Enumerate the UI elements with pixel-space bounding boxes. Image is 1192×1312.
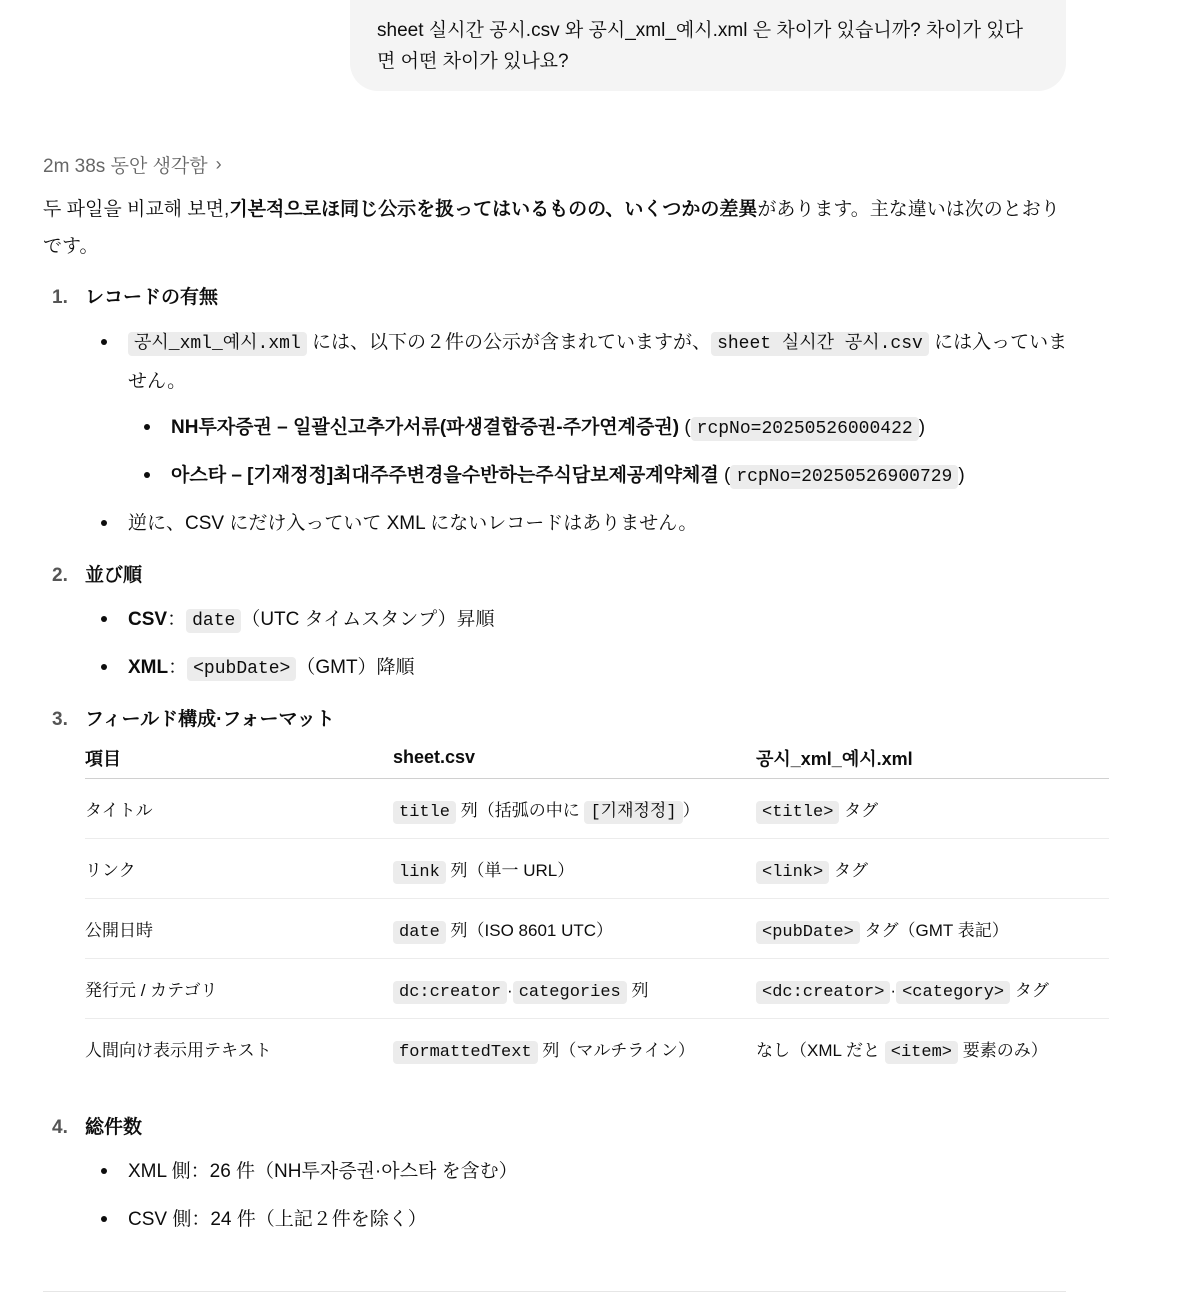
inline-code: dc:creator bbox=[393, 981, 507, 1004]
table-row bbox=[85, 1019, 1109, 1079]
section-number: 3. bbox=[52, 709, 68, 730]
table-cell-item: 発行元 / カテゴリ bbox=[85, 959, 393, 1019]
list-item-bold: XML bbox=[128, 657, 169, 678]
cell-text: タグ bbox=[829, 860, 868, 880]
intro-text-bold: 기본적으로ほ同じ公示を扱ってはいるものの、いくつかの差異 bbox=[229, 199, 758, 220]
inline-code: date bbox=[186, 609, 241, 633]
table-cell-csv bbox=[393, 1019, 756, 1079]
section-title: 並び順 bbox=[85, 565, 143, 586]
answer-intro bbox=[43, 191, 1073, 265]
cell-text: 列（ISO 8601 UTC） bbox=[445, 920, 614, 940]
bullet-dot bbox=[144, 472, 150, 478]
table-row bbox=[85, 959, 1109, 1019]
inline-code: date bbox=[393, 921, 446, 944]
inline-code: rcpNo=20250526000422 bbox=[691, 417, 919, 441]
table-row bbox=[85, 899, 1109, 959]
table-cell-item: リンク bbox=[85, 839, 393, 899]
intro-text-post: があります。主な違いは次のとおりです。 bbox=[43, 199, 1060, 257]
table-header-cell: 項目 bbox=[85, 737, 393, 779]
list-item bbox=[128, 324, 1073, 400]
list-item-text: 逆に、CSV にだけ入っていて XML にないレコードはありません。 bbox=[128, 513, 698, 534]
table-cell-xml bbox=[756, 1019, 1109, 1079]
table-header-cell: sheet.csv bbox=[393, 737, 756, 779]
list-item bbox=[128, 1153, 518, 1190]
cell-text: タグ bbox=[1010, 980, 1049, 1000]
divider bbox=[43, 1291, 1066, 1292]
section-title: フィールド構成·フォーマット bbox=[85, 709, 335, 730]
list-item-text: （GMT）降順 bbox=[296, 657, 415, 678]
inline-code: link bbox=[393, 861, 446, 884]
table-cell-xml bbox=[756, 959, 1109, 1019]
thinking-toggle[interactable] bbox=[43, 151, 222, 178]
thinking-label: 2m 38s 동안 생각함 bbox=[43, 156, 208, 177]
bullet-dot bbox=[101, 1168, 107, 1174]
cell-text: 列（マルチライン） bbox=[537, 1040, 695, 1060]
inline-code: <item> bbox=[885, 1041, 958, 1064]
inline-code: title bbox=[393, 801, 456, 824]
chevron-right-icon: › bbox=[215, 154, 222, 174]
list-item-text: ( bbox=[718, 465, 731, 486]
list-item-text: （UTC タイムスタンプ）昇順 bbox=[241, 609, 495, 630]
inline-code: <pubDate> bbox=[187, 657, 296, 681]
cell-text: 列（括弧の中に bbox=[456, 800, 585, 820]
table-cell-xml bbox=[756, 839, 1109, 899]
list-item-text: ： bbox=[168, 657, 188, 678]
section-heading-3 bbox=[52, 704, 335, 731]
list-item bbox=[171, 457, 965, 496]
list-item bbox=[128, 505, 697, 542]
bullet-dot bbox=[101, 664, 107, 670]
table-header-cell: 공시_xml_예시.xml bbox=[756, 737, 1109, 779]
bullet-dot bbox=[101, 1216, 107, 1222]
bullet-dot bbox=[101, 520, 107, 526]
table-header-row bbox=[85, 737, 1109, 779]
inline-code: [기재정정] bbox=[584, 801, 682, 824]
list-item-bold: 아스타 – [기재정정]최대주주변경을수반하는주식담보제공계약체결 bbox=[171, 465, 719, 486]
inline-code: rcpNo=20250526900729 bbox=[730, 465, 958, 489]
cell-text: · bbox=[507, 980, 513, 1000]
list-item-text: ) bbox=[958, 465, 965, 486]
section-number: 4. bbox=[52, 1117, 68, 1138]
table-cell-item: タイトル bbox=[85, 779, 393, 839]
list-item-text: CSV 側：24 件（上記２件を除く） bbox=[128, 1209, 427, 1230]
section-heading-1 bbox=[52, 282, 218, 309]
section-title: レコードの有無 bbox=[85, 287, 219, 308]
table-row bbox=[85, 839, 1109, 899]
user-message-bubble bbox=[350, 0, 1066, 91]
bullet-dot bbox=[101, 339, 107, 345]
table-cell-csv bbox=[393, 899, 756, 959]
table-cell-xml bbox=[756, 779, 1109, 839]
list-item bbox=[128, 601, 494, 640]
bullet-dot bbox=[144, 424, 150, 430]
inline-code: <pubDate> bbox=[756, 921, 860, 944]
list-item bbox=[171, 409, 925, 448]
inline-code: 공시_xml_예시.xml bbox=[128, 332, 307, 356]
list-item-text: には入っていません。 bbox=[128, 332, 1068, 392]
cell-text: なし（XML だと bbox=[756, 1040, 885, 1060]
table-cell-csv bbox=[393, 779, 756, 839]
section-heading-4 bbox=[52, 1112, 142, 1139]
section-number: 1. bbox=[52, 287, 68, 308]
list-item-text: には、以下の２件の公示が含まれていますが、 bbox=[306, 332, 712, 353]
table-cell-csv bbox=[393, 839, 756, 899]
section-heading-2 bbox=[52, 560, 142, 587]
list-item-bold: CSV bbox=[128, 609, 168, 630]
section-number: 2. bbox=[52, 565, 68, 586]
cell-text: ） bbox=[682, 800, 700, 820]
table-row bbox=[85, 779, 1109, 839]
list-item bbox=[128, 649, 415, 688]
cell-text: 列（単一 URL） bbox=[445, 860, 575, 880]
inline-code: <category> bbox=[896, 981, 1010, 1004]
inline-code: categories bbox=[513, 981, 627, 1004]
user-message-text: sheet 실시간 공시.csv 와 공시_xml_예시.xml 은 차이가 있습니까? 차이가 있다면 어떤 차이가 있나요? bbox=[377, 20, 1023, 72]
table-cell-xml bbox=[756, 899, 1109, 959]
cell-text: · bbox=[890, 980, 897, 1000]
inline-code: <dc:creator> bbox=[756, 981, 890, 1004]
list-item-text: ( bbox=[679, 417, 691, 438]
list-item-text: ： bbox=[167, 609, 187, 630]
comparison-table bbox=[85, 737, 1109, 1078]
inline-code: sheet 실시간 공시.csv bbox=[711, 332, 929, 356]
inline-code: formattedText bbox=[393, 1041, 538, 1064]
list-item bbox=[128, 1201, 427, 1238]
table-cell-item: 公開日時 bbox=[85, 899, 393, 959]
cell-text: 要素のみ） bbox=[958, 1040, 1048, 1060]
bullet-dot bbox=[101, 616, 107, 622]
list-item-bold: NH투자증권 – 일괄신고추가서류(파생결합증권-주가연계증권) bbox=[171, 417, 680, 438]
inline-code: <link> bbox=[756, 861, 829, 884]
cell-text: 列 bbox=[626, 980, 649, 1000]
cell-text: タグ bbox=[839, 800, 879, 820]
table-cell-csv bbox=[393, 959, 756, 1019]
inline-code: <title> bbox=[756, 801, 839, 824]
table-cell-item: 人間向け表示用テキスト bbox=[85, 1041, 272, 1060]
list-item-text: ) bbox=[918, 417, 926, 438]
list-item-text: XML 側：26 件（NH투자증권·아스타 を含む） bbox=[128, 1161, 518, 1182]
cell-text: タグ（GMT 表記） bbox=[859, 920, 1009, 940]
section-title: 総件数 bbox=[85, 1117, 143, 1138]
intro-text-pre: 두 파일을 비교해 보면, bbox=[43, 199, 230, 220]
